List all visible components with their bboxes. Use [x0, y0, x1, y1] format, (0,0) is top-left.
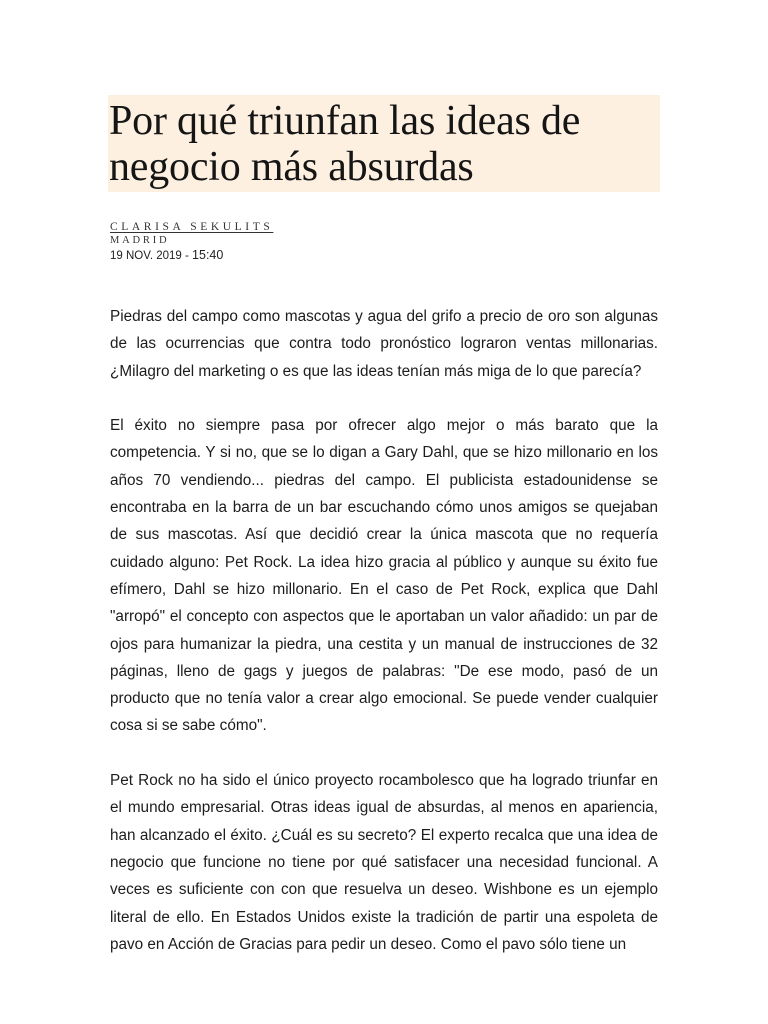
article-body [110, 303, 658, 985]
paragraph: Pet Rock no ha sido el único proyecto rocambolesco que ha logrado triunfar en el mundo empresarial. Otras ideas igual de absurdas, al menos en apariencia, han alcanzado el éxito. ¿Cuál es su secreto? El experto recalca que una idea de negocio que funcione no tiene por qué satisfacer una necesidad funcional. A veces es suficiente con con que resuelva un deseo. Wishbone es un ejemplo literal de ello. En Estados Unidos existe la tradición de partir una espoleta de pavo en Acción de Gracias para pedir un deseo. Como el pavo sólo tiene un [110, 772, 658, 953]
publish-time: 15:40 [192, 248, 224, 262]
author-name[interactable]: CLARISA SEKULITS [110, 221, 274, 233]
paragraph: El éxito no siempre pasa por ofrecer algo mejor o más barato que la competencia. Y si no, que se lo digan a Gary Dahl, que se hizo millonario en los años 70 vendiendo... piedras del campo. El publicista estadounidense se encontraba en la barra de un bar escuchando cómo unos amigos se quejaban de sus mascotas. Así que decidió crear la única mascota que no requería cuidado alguno: Pet Rock. La idea hizo gracia al público y aunque su éxito fue efímero, Dahl se hizo millonario. En el caso de Pet Rock, explica que Dahl "arropó" el concepto con aspectos que le aportaban un valor añadido: un par de ojos para humanizar la piedra, una cestita y un manual de instrucciones de 32 páginas, lleno de gags y juegos de palabras: "De ese modo, pasó de un producto que no tenía valor a crear algo emocional. Se puede vender cualquier cosa si se sabe cómo". [110, 417, 658, 735]
article-title: Por qué triunfan las ideas de negocio más absurdas [109, 98, 581, 190]
publish-date-day: 19 NOV. 2019 - [110, 250, 193, 262]
publish-date [110, 248, 223, 262]
dateline-location: MADRID [110, 235, 170, 246]
paragraph: Piedras del campo como mascotas y agua del grifo a precio de oro son algunas de las ocurrencias que contra todo pronóstico lograron ventas millonarias. ¿Milagro del marketing o es que las ideas tenían más miga de lo que parecía? [110, 308, 658, 380]
